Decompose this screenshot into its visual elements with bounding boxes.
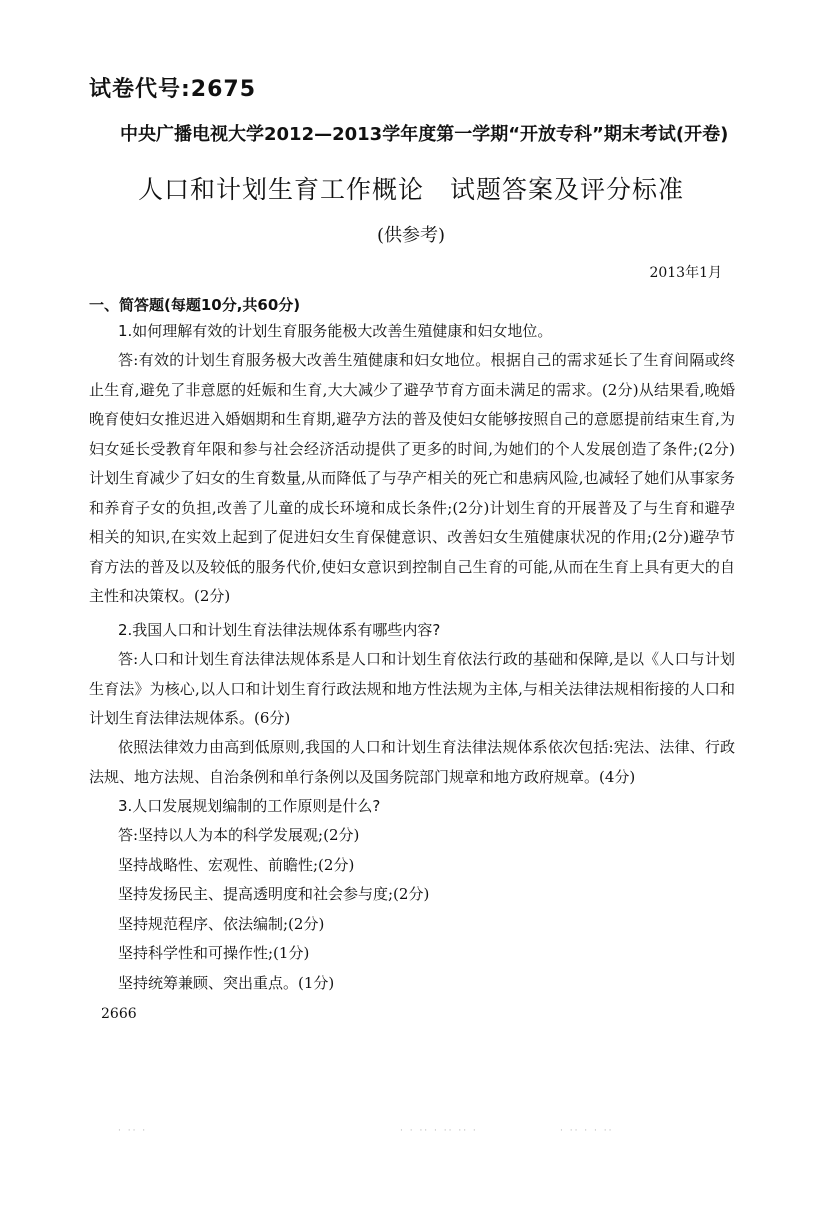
question-2: 2.我国人口和计划生育法律法规体系有哪些内容? [118, 621, 441, 639]
question-3: 3.人口发展规划编制的工作原则是什么? [118, 797, 381, 815]
page-title: 人口和计划生育工作概论 试题答案及评分标准 [137, 175, 684, 204]
answer-3-line-1: 答:坚持以人为本的科学发展观;(2分) [118, 826, 360, 844]
answer-2-part-2: 依照法律效力由高到低原则,我国的人口和计划生育法律法规体系依次包括:宪法、法律、行政法规、地方法规、自治条例和单行条例以及国务院部门规章和地方政府规章。(4分) [89, 738, 735, 786]
answer-3-line-2: 坚持战略性、宏观性、前瞻性;(2分) [118, 856, 355, 874]
answer-2-part-1: 答:人口和计划生育法律法规体系是人口和计划生育依法行政的基础和保障,是以《人口与计划生育法》为核心,以人口和计划生育行政法规和地方性法规为主体,与相关法律法规相衔接的人口和计划生育法律法规体系。(6分) [89, 650, 735, 727]
answer-3-line-5: 坚持科学性和可操作性;(1分) [118, 944, 310, 962]
answer-3-line-4: 坚持规范程序、依法编制;(2分) [118, 915, 325, 933]
answer-1: 答:有效的计划生育服务极大改善生殖健康和妇女地位。根据自己的需求延长了生育间隔或终止生育,避免了非意愿的妊娠和生育,大大减少了避孕节育方面未满足的需求。(2分)从结果看,晚婚晚育使妇女推迟进入婚姻期和生育期,避孕方法的普及使妇女能够按照自己的意愿提前结束生育,为妇女延长受教育年限和参与社会经济活动提供了更多的时间,为她们的个人发展创造了条件;(2分)计划生育减少了妇女的生育数量,从而降低了与孕产相关的死亡和患病风险,也减轻了她们从事家务和养育子女的负担,改善了儿童的成长环境和成长条件;(2分)计划生育的开展普及了与生育和避孕相关的知识,在实效上起到了促进妇女生育保健意识、改善妇女生殖健康状况的作用;(2分)避孕节育方法的普及以及较低的服务代价,使妇女意识到控制自己生育的可能,从而在生育上具有更大的自主性和决策权。(2分) [89, 351, 735, 605]
exam-title: 中央广播电视大学2012—2013学年度第一学期“开放专科”期末考试(开卷) [120, 124, 729, 145]
scan-artifact: · · ·· · ·· ·· · [400, 1126, 478, 1136]
scan-artifact: · ·· · · ·· [560, 1126, 614, 1136]
page-number: 2666 [101, 1006, 137, 1022]
question-1: 1.如何理解有效的计划生育服务能极大改善生殖健康和妇女地位。 [118, 322, 553, 340]
reference-note: (供参考) [376, 225, 446, 246]
exam-code: 试卷代号:2675 [89, 77, 257, 102]
section-heading: 一、简答题(每题10分,共60分) [89, 296, 301, 314]
answer-3-line-3: 坚持发扬民主、提高透明度和社会参与度;(2分) [118, 885, 430, 903]
scan-artifact: · ·· · [118, 1126, 148, 1136]
exam-date: 2013年1月 [649, 265, 722, 281]
answer-3-line-6: 坚持统筹兼顾、突出重点。(1分) [118, 974, 335, 992]
